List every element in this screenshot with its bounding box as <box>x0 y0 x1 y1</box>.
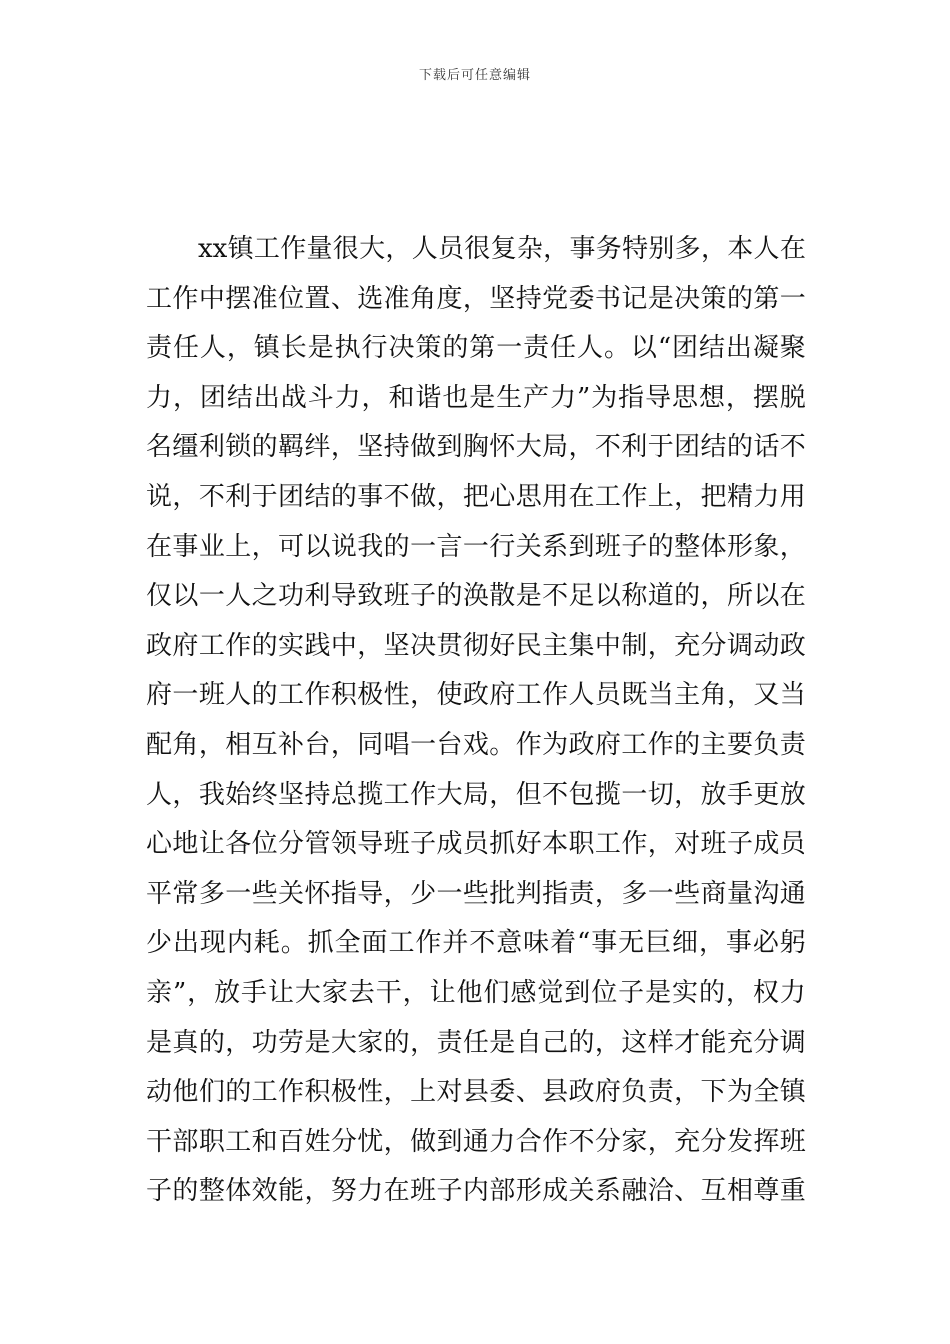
text-line: 工 作 中 摆 准 位 置 、 选 准 角 度 ， 坚 持 党 委 书 记 是 决 策 的 第 一 <box>146 283 806 314</box>
text-line: 责 任 人 ， 镇 长 是 执 行 决 策 的 第 一 责 任 人 。 以 “ 团 结 出 凝 聚 <box>146 333 806 364</box>
text-line: 平 常 多 一 些 关 怀 指 导 ， 少 一 些 批 判 指 责 ， 多 一 些 商 量 沟 通 <box>146 878 806 909</box>
text-line: 力 ， 团 结 出 战 斗 力 ， 和 谐 也 是 生 产 力 ” 为 指 导 思 想 ， 摆 脱 <box>146 382 806 413</box>
text-line: 仅 以 一 人 之 功 利 导 致 班 子 的 涣 散 是 不 足 以 称 道 的 ， 所 以 在 <box>146 581 806 612</box>
text-line: 少 出 现 内 耗 。 抓 全 面 工 作 并 不 意 味 着 “ 事 无 巨 细 ， 事 必 躬 <box>146 928 806 959</box>
text-line: 政 府 工 作 的 实 践 中 ， 坚 决 贯 彻 好 民 主 集 中 制 ， 充 分 调 动 政 <box>146 630 806 661</box>
body-paragraph <box>146 230 806 1222</box>
text-line: 人 ， 我 始 终 坚 持 总 揽 工 作 大 局 ， 但 不 包 揽 一 切 ， 放 手 更 放 <box>146 779 806 810</box>
text-line: 是 真 的 ， 功 劳 是 大 家 的 ， 责 任 是 自 己 的 ， 这 样 才 能 充 分 调 <box>146 1027 806 1058</box>
text-line: xx 镇 工 作 量 很 大 ， 人 员 很 复 杂 ， 事 务 特 别 多 ， 本 人 在 <box>198 234 806 264</box>
text-line: 子 的 整 体 效 能 ， 努 力 在 班 子 内 部 形 成 关 系 融 洽 、 互 相 尊 重 <box>146 1176 806 1207</box>
text-line: 在 事 业 上 ， 可 以 说 我 的 一 言 一 行 关 系 到 班 子 的 整 体 形 象 ， <box>146 531 806 562</box>
text-line: 心 地 让 各 位 分 管 领 导 班 子 成 员 抓 好 本 职 工 作 ， 对 班 子 成 员 <box>146 829 806 860</box>
text-line: 配 角 ， 相 互 补 台 ， 同 唱 一 台 戏 。 作 为 政 府 工 作 的 主 要 负 责 <box>146 729 806 760</box>
text-line: 府 一 班 人 的 工 作 积 极 性 ， 使 政 府 工 作 人 员 既 当 主 角 ， 又 当 <box>146 680 806 711</box>
text-line: 亲 ” ， 放 手 让 大 家 去 干 ， 让 他 们 感 觉 到 位 子 是 实 的 ， 权 力 <box>146 977 806 1008</box>
text-line: 干 部 职 工 和 百 姓 分 忧 ， 做 到 通 力 合 作 不 分 家 ， 充 分 发 挥 班 <box>146 1126 806 1157</box>
text-line: 说 ， 不 利 于 团 结 的 事 不 做 ， 把 心 思 用 在 工 作 上 ， 把 精 力 用 <box>146 481 806 512</box>
text-line: 名 缰 利 锁 的 羁 绊 ， 坚 持 做 到 胸 怀 大 局 ， 不 利 于 团 结 的 话 不 <box>146 432 806 463</box>
page-header: 下载后可任意编辑 <box>418 68 531 83</box>
text-line: 动 他 们 的 工 作 积 极 性 ， 上 对 县 委 、 县 政 府 负 责 ， 下 为 全 镇 <box>146 1077 806 1108</box>
